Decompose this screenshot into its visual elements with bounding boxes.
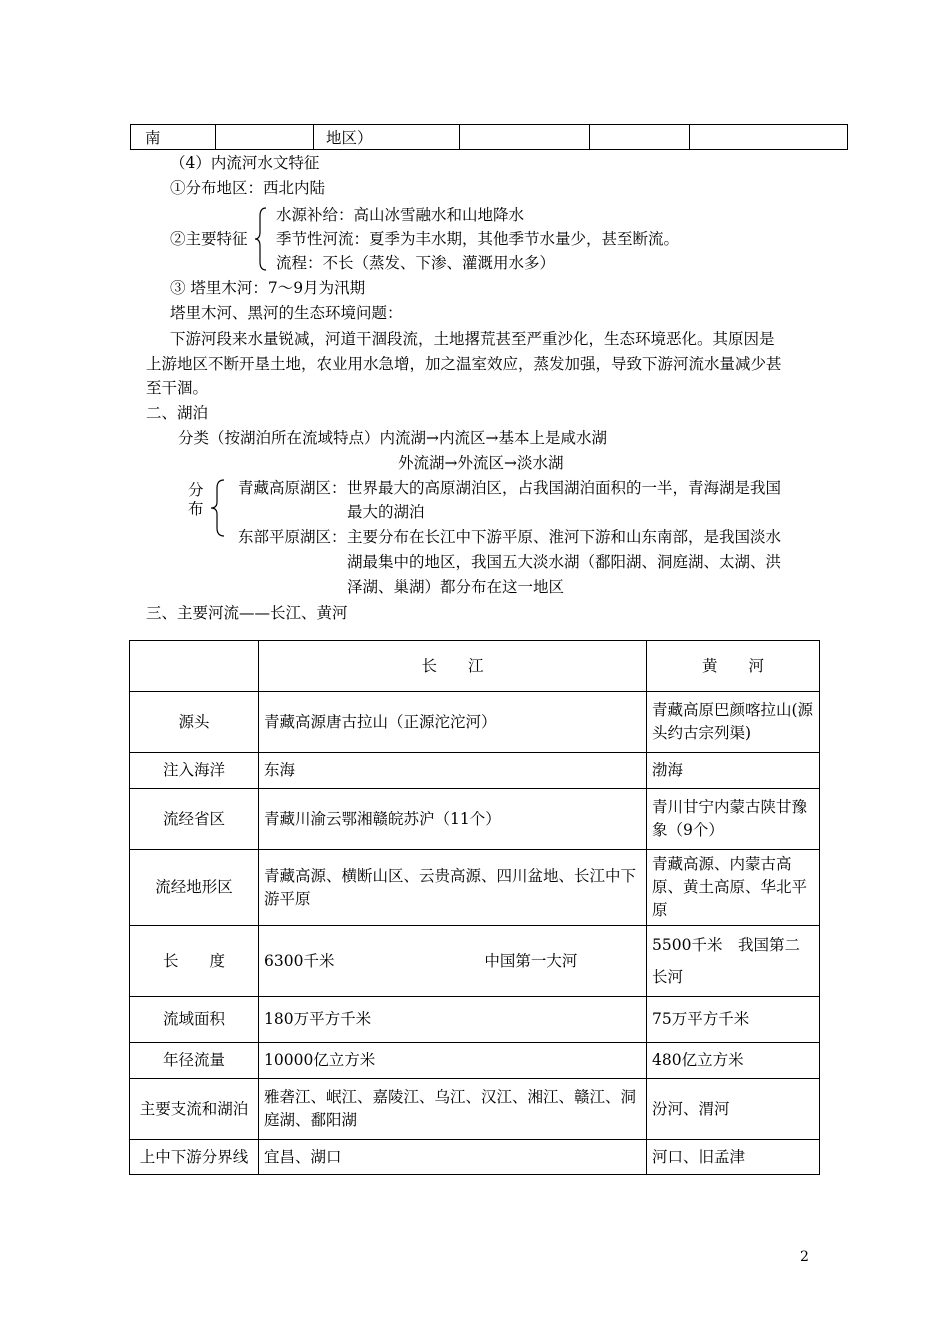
divider <box>689 125 690 149</box>
yangtze-cell: 雅砻江、岷江、嘉陵江、乌江、汉江、湘江、赣江、洞庭湖、鄱阳湖 <box>259 1079 647 1140</box>
eco-title: 塔里木河、黑河的生态环境问题： <box>170 304 403 322</box>
lake-class-line-1: 分类（按湖泊所在流域特点）内流湖→内流区→基本上是咸水湖 <box>178 429 607 447</box>
inland-heading: （4）内流河水文特征 <box>170 154 320 172</box>
lake-class-line-2: 外流湖→外流区→淡水湖 <box>398 454 564 472</box>
yangtze-cell: 10000亿立方米 <box>259 1043 647 1079</box>
header-yellow: 黄 河 <box>647 641 820 692</box>
dist-label-char-2: 布 <box>188 500 204 518</box>
row-label: 上中下游分界线 <box>130 1140 259 1175</box>
lakes-heading: 二、湖泊 <box>146 404 209 422</box>
east-line-2: 湖最集中的地区，我国五大淡水湖（鄱阳湖、洞庭湖、太湖、洪 <box>347 553 782 571</box>
row-label: 注入海洋 <box>130 753 259 789</box>
tarim-note: ③ 塔里木河：7～9月为汛期 <box>170 279 366 297</box>
page-number: 2 <box>800 1249 809 1265</box>
header-yangtze: 长 江 <box>259 641 647 692</box>
yellow-cell: 渤海 <box>647 753 820 789</box>
eco-line-1: 下游河段来水量锐减，河道干涸段流，土地撂荒甚至严重沙化，生态环境恶化。其原因是 <box>170 330 775 348</box>
yangtze-cell: 青藏高源唐古拉山（正源沱沱河） <box>259 692 647 753</box>
table-row <box>130 1043 820 1079</box>
features-label: ②主要特征 <box>170 230 248 248</box>
east-label: 东部平原湖区： <box>238 528 347 546</box>
yangtze-cell: 青藏川渝云鄂湘赣皖苏沪（11个） <box>259 789 647 850</box>
yellow-cell: 青藏高源、内蒙古高原、黄土高原、华北平原 <box>647 850 820 926</box>
table-row <box>130 789 820 850</box>
table-row <box>130 753 820 789</box>
yangtze-cell <box>259 926 647 997</box>
yangtze-cell: 东海 <box>259 753 647 789</box>
left-brace-icon <box>210 478 226 538</box>
table-row <box>130 1079 820 1140</box>
yangtze-length-note: 中国第一大河 <box>484 951 578 970</box>
left-brace-icon <box>254 206 268 272</box>
eco-line-2: 上游地区不断开垦土地，农业用水急增，加之温室效应，蒸发加强，导致下游河流水量减少甚 <box>146 355 782 373</box>
yellow-cell: 5500千米 我国第二长河 <box>647 926 820 997</box>
top-table-row <box>130 124 848 150</box>
divider <box>215 125 216 149</box>
divider <box>313 125 314 149</box>
qz-label: 青藏高原湖区： <box>238 479 347 497</box>
row-label: 主要支流和湖泊 <box>130 1079 259 1140</box>
table-row <box>130 926 820 997</box>
inland-distribution: ①分布地区：西北内陆 <box>170 179 326 197</box>
header-empty-cell <box>130 641 259 692</box>
yellow-cell: 青藏高原巴颜喀拉山(源头约古宗列渠) <box>647 692 820 753</box>
rivers-table <box>129 640 820 1175</box>
table-row <box>130 692 820 753</box>
yellow-cell: 河口、旧孟津 <box>647 1140 820 1175</box>
qz-line-1: 世界最大的高原湖泊区，占我国湖泊面积的一半，青海湖是我国 <box>347 479 782 497</box>
table-row <box>130 850 820 926</box>
rivers-heading: 三、主要河流——长江、黄河 <box>146 604 348 622</box>
divider <box>459 125 460 149</box>
yangtze-length: 6300千米 <box>264 951 335 970</box>
row-label: 长 度 <box>130 926 259 997</box>
yellow-cell: 480亿立方米 <box>647 1043 820 1079</box>
yangtze-cell: 180万平方千米 <box>259 997 647 1043</box>
row-label: 流经省区 <box>130 789 259 850</box>
table-row <box>130 997 820 1043</box>
yellow-cell: 75万平方千米 <box>647 997 820 1043</box>
table-header-row <box>130 641 820 692</box>
yangtze-cell: 青藏高源、横断山区、云贵高源、四川盆地、长江中下游平原 <box>259 850 647 926</box>
yangtze-cell: 宜昌、湖口 <box>259 1140 647 1175</box>
yellow-cell: 青川甘宁内蒙古陕甘豫象（9个） <box>647 789 820 850</box>
feature-3: 流程：不长（蒸发、下渗、灌溉用水多） <box>276 254 556 272</box>
feature-1: 水源补给：高山冰雪融水和山地降水 <box>276 206 525 224</box>
row-label: 源头 <box>130 692 259 753</box>
eco-line-3: 至干涸。 <box>146 379 209 397</box>
row-label: 流经地形区 <box>130 850 259 926</box>
feature-2: 季节性河流：夏季为丰水期，其他季节水量少，甚至断流。 <box>276 230 680 248</box>
qz-line-2: 最大的湖泊 <box>347 503 425 521</box>
top-cell-1: 南 <box>145 129 161 147</box>
row-label: 流域面积 <box>130 997 259 1043</box>
table-row <box>130 1140 820 1175</box>
divider <box>589 125 590 149</box>
east-line-3: 泽湖、巢湖）都分布在这一地区 <box>347 578 565 596</box>
dist-label-char-1: 分 <box>188 481 204 499</box>
east-line-1: 主要分布在长江中下游平原、淮河下游和山东南部，是我国淡水 <box>347 528 782 546</box>
yellow-cell: 汾河、渭河 <box>647 1079 820 1140</box>
row-label: 年径流量 <box>130 1043 259 1079</box>
top-cell-3: 地区） <box>326 129 373 147</box>
